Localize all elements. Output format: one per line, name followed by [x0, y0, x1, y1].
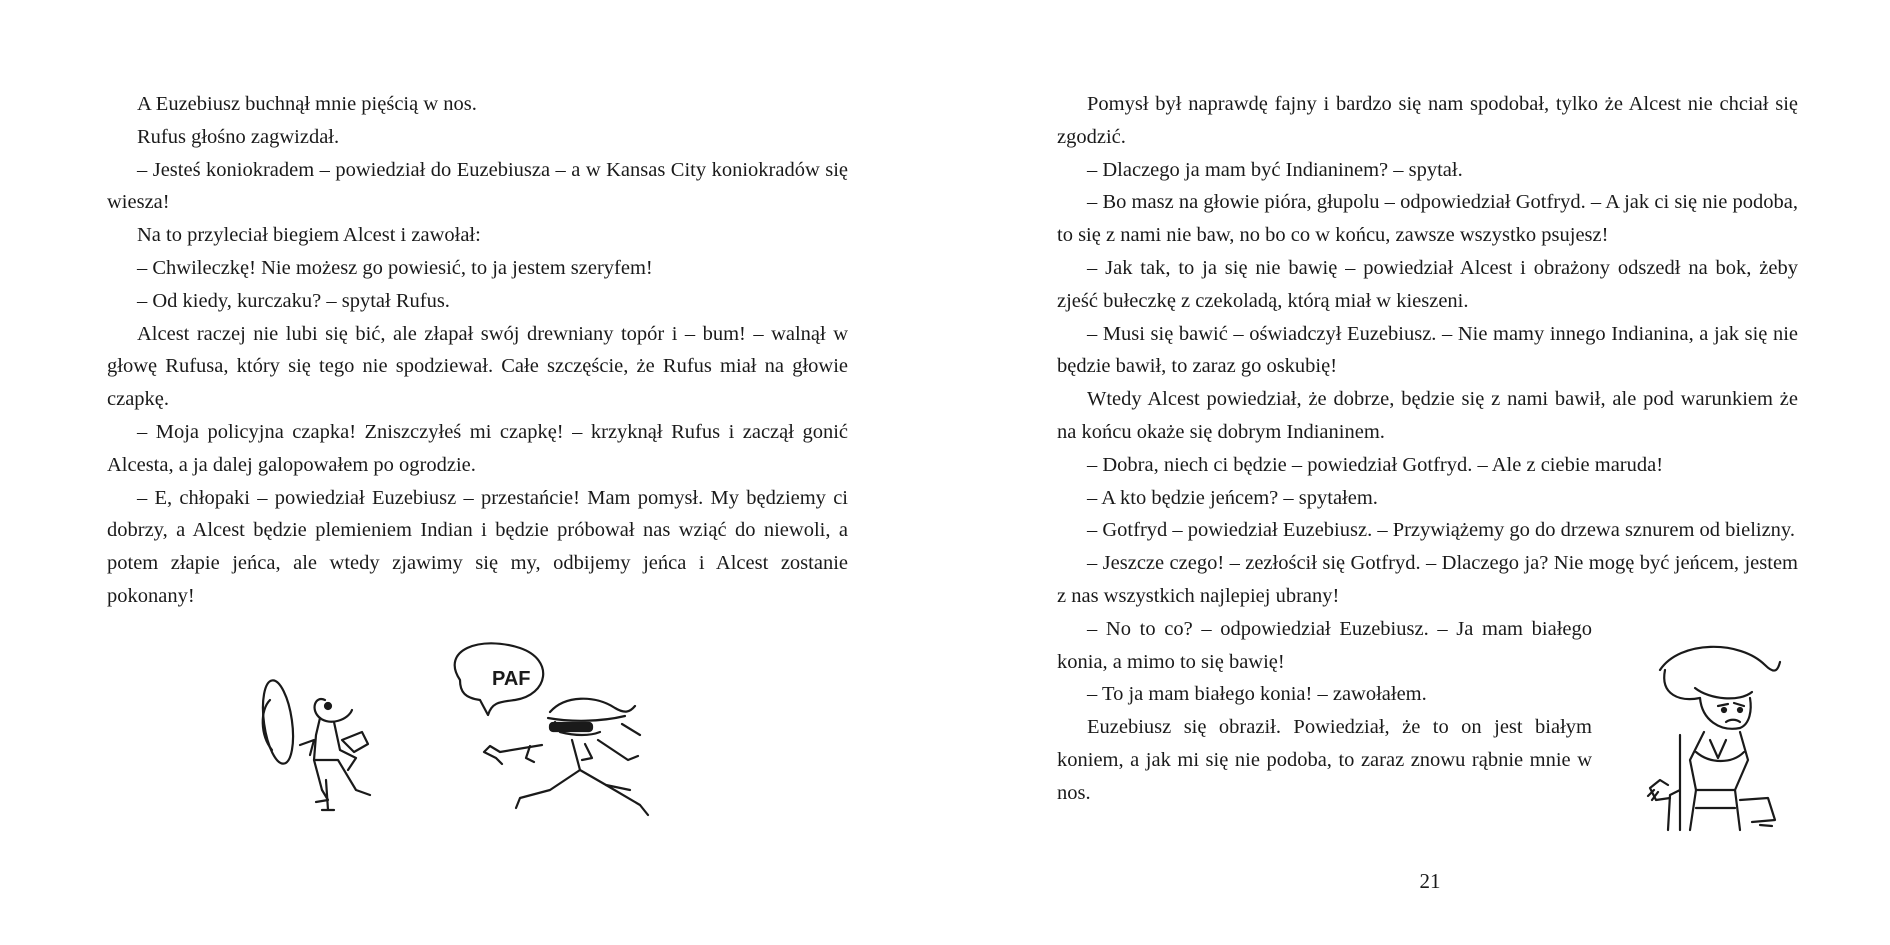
- paragraph: – Jesteś koniokradem – powiedział do Euzebiusza – a w Kansas City koniokradów się wiesza!: [107, 158, 848, 214]
- paragraph: Na to przyleciał biegiem Alcest i zawołał:: [137, 224, 481, 247]
- paragraph: A Euzebiusz buchnął mnie pięścią w nos.: [137, 93, 477, 115]
- paragraph: – No to co? – odpowiedział Euzebiusz. – Ja mam białego konia, a mimo to się bawię!: [1057, 617, 1592, 673]
- page-number: 21: [1419, 869, 1441, 893]
- paragraph: – Jeszcze czego! – zezłościł się Gotfryd. – Dlaczego ja? Nie mogę być jeńcem, jestem z nas wszystkich najlepiej ubrany!: [1057, 552, 1798, 607]
- paragraph: – To ja mam białego konia! – zawołałem.: [1087, 683, 1427, 706]
- paragraph: – E, chłopaki – powiedział Euzebiusz – przestańcie! Mam pomysł. My będziemy ci dobrzy, a Alcest będzie plemieniem Indian i będzie próbował nas wziąć do niewoli, a potem złapie jeńca, ale wtedy zjawimy się my, odbijemy jeńca i Alcest zostanie pokonany!: [107, 486, 848, 607]
- paragraph: Rufus głośno zagwizdał.: [137, 125, 340, 148]
- paragraph: – Dobra, niech ci będzie – powiedział Gotfryd. – Ale z ciebie maruda!: [1087, 453, 1664, 476]
- paragraph: Alcest raczej nie lubi się bić, ale złapał swój drewniany topór i – bum! – walnął w głowę Rufusa, który się tego nie spodziewał. Całe szczęście, że Rufus miał na głowie czapkę.: [107, 322, 848, 411]
- paragraph: Euzebiusz się obraził. Powiedział, że to on jest białym koniem, a jak mi się nie podoba, to zaraz znowu rąbnie mnie w nos.: [1057, 716, 1592, 804]
- paragraph: – Dlaczego ja mam być Indianinem? – spytał.: [1087, 158, 1463, 181]
- sulking-cowboy-illustration: [1640, 640, 1790, 840]
- paragraph: – Gotfryd – powiedział Euzebiusz. – Przywiążemy go do drzewa sznurem od bielizny.: [1087, 519, 1795, 542]
- paragraph: – A kto będzie jeńcem? – spytałem.: [1087, 486, 1378, 509]
- paragraph: – Jak tak, to ja się nie bawię – powiedział Alcest i obrażony odszedł na bok, żeby zjeść bułeczkę z czekoladą, którą miał w kieszeni.: [1057, 256, 1798, 312]
- paragraph: – Chwileczkę! Nie możesz go powiesić, to ja jestem szeryfem!: [137, 256, 653, 279]
- cowboy-shootout-illustration: [230, 640, 700, 830]
- paragraph: – Od kiedy, kurczaku? – spytał Rufus.: [137, 289, 450, 312]
- paragraph: – Musi się bawić – oświadczył Euzebiusz. – Nie mamy innego Indianina, a jak się nie będzie bawił, to zaraz go oskubię!: [1057, 322, 1798, 378]
- left-page-text: [107, 88, 848, 613]
- paragraph: Pomysł był naprawdę fajny i bardzo się nam spodobał, tylko że Alcest nie chciał się zgodzić.: [1057, 93, 1798, 148]
- paragraph: – Moja policyjna czapka! Zniszczyłeś mi czapkę! – krzyknął Rufus i zaczął gonić Alcesta, a ja dalej galopowałem po ogrodzie.: [107, 420, 848, 476]
- paragraph: – Bo masz na głowie pióra, głupolu – odpowiedział Gotfryd. – A jak ci się nie podoba, to się z nami nie baw, no bo co w końcu, zawsze wszystko psujesz!: [1057, 191, 1798, 247]
- speech-bubble-text: PAF: [492, 668, 531, 690]
- paragraph: Wtedy Alcest powiedział, że dobrze, będzie się z nami bawił, ale pod warunkiem że na końcu okaże się dobrym Indianinem.: [1057, 388, 1798, 443]
